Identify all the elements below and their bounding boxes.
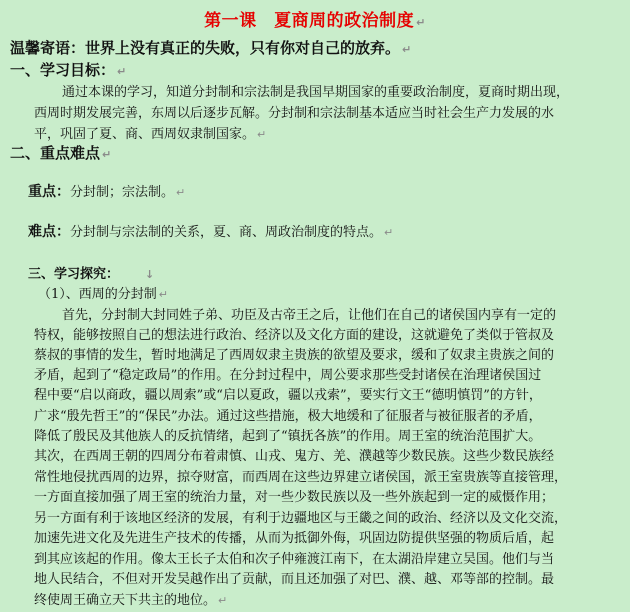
motto: 温馨寄语：世界上没有真正的失败，只有你对自己的放弃。 ↵ (10, 39, 412, 57)
body-line: 到其应该起的作用。像太王长子太伯和次子仲雍渡江南下，在太湖沿岸建立吴国。他们与当 (34, 552, 555, 567)
section1-line: 西周时期发展完善，东周以后逐步瓦解。分封制和宗法制基本适应当时社会生产力发展的水 (34, 106, 555, 121)
section1-line: 平，巩固了夏、商、西周奴隶制国家。 ↵ (34, 127, 267, 142)
section1-line: 通过本课的学习，知道分封制和宗法制是我国早期国家的重要政治制度，夏商时期出现， (62, 85, 570, 100)
section3-subheading: （1）、西周的分封制 ↵ (38, 287, 168, 302)
body-line: 蔡叔的事情的发生，暂时地满足了西周奴隶主贵族的欲望及要求，缓和了奴隶主贵族之间的 (34, 348, 555, 363)
body-line: 特权，能够按照自己的想法进行政治、经济以及文化方面的建设，这就避免了类似于管叔及 (34, 328, 555, 343)
body-line: 其次，在西周王朝的四周分布着肃慎、山戎、鬼方、羌、濮越等少数民族。这些少数民族经 (34, 449, 555, 464)
body-line: 广求“殷先哲王”的“保民”办法。通过这些措施，极大地缓和了征服者与被征服者的矛盾， (34, 409, 542, 424)
body-line: 常性地侵扰西周的边界，掠夺财富，而西周在这些边界建立诸侯国，派王室贵族等直接管理， (34, 470, 568, 485)
section1-heading: 一、学习目标： ↵ (10, 61, 127, 79)
key-point: 重点：分封制；宗法制。 ↵ (28, 184, 186, 200)
body-line: 加速先进文化及先进生产技术的传播，从而为抵御外侮，巩固边防提供坚强的物质后盾，起 (34, 531, 555, 546)
body-line: 首先，分封制大封同姓子弟、功臣及古帝王之后，让他们在自己的诸侯国内享有一定的 (62, 308, 557, 323)
body-line: 一方面直接加强了周王室的统治力量，对一些少数民族以及一些外族起到一定的威慑作用； (34, 490, 555, 505)
body-line: 程中要“启以商政，疆以周索”或“启以夏政，疆以戎索”，要实行文王“德明慎罚”的方针， (34, 388, 542, 403)
section2-heading: 二、重点难点 ↵ (10, 144, 112, 162)
body-line: 矛盾，起到了“稳定政局”的作用。在分封过程中，周公要求那些受封诸侯在治理诸侯国过 (34, 368, 542, 383)
body-line: 降低了殷民及其他族人的反抗情绪，起到了“镇抚各族”的作用。周王室的统治范围扩大。 (34, 429, 542, 444)
difficult-point: 难点：分封制与宗法制的关系，夏、商、周政治制度的特点。 ↵ (28, 224, 394, 240)
body-line: 终使周王确立天下共主的地位。 ↵ (34, 593, 228, 608)
body-line: 另一方面有利于该地区经济的发展，有利于边疆地区与王畿之间的政治、经济以及文化交流， (34, 511, 568, 526)
lesson-title: 第一课 夏商周的政治制度 ↵ (204, 11, 426, 31)
section3-heading: 三、学习探究： ↓ (28, 267, 155, 282)
body-line: 地人民结合，不但对开发吴越作出了贡献，而且还加强了对巴、濮、越、邓等部的控制。最 (34, 572, 555, 587)
